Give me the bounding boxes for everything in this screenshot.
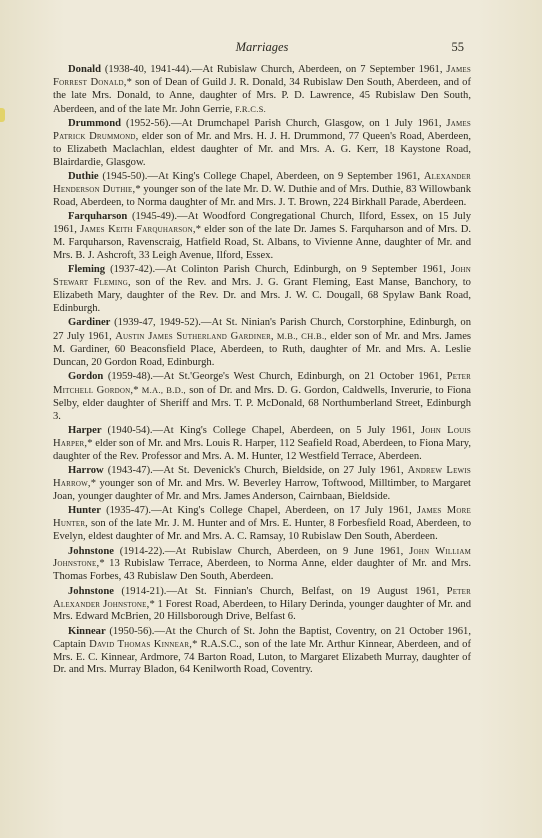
entry-surname: Duthie — [68, 171, 99, 183]
entry-groom-name: John William Johnstone, — [53, 545, 471, 570]
entry-text: son of the Rev. and Mrs. J. G. Grant Fleming, East Manse, Banchory, to Elizabeth Mary, daughter of the Rev. Dr. and Mrs. J. W. C. Dougall, 68 Spylaw Bank Road, Edinburgh. — [53, 277, 471, 314]
entry-groom-name: Alexander Henderson Duthie, — [53, 171, 471, 195]
entry-text: (1952-56).—At Drumchapel Parish Church, Glasgow, on 1 July 1961, — [120, 118, 447, 130]
entry-groom-name: Peter Mitchell Gordon,* — [53, 371, 471, 397]
entry-text: (1940-54).—At King's College Chapel, Aberdeen, on 5 July 1961, — [101, 425, 421, 437]
marriage-entry — [53, 171, 471, 210]
entry-groom-name: John Stewart Fleming, — [53, 264, 471, 289]
entry-surname: Hunter — [68, 505, 101, 517]
entry-degree: M.A., B.D., — [138, 385, 186, 396]
entry-text: * 1 Forest Road, Aberdeen, to Hilary Derinda, younger daughter of Mr. and Mrs. Edward McBrien, 20 Hillsborough Drive, Belfast 6. — [53, 598, 471, 623]
marriage-entry — [53, 211, 471, 263]
marriage-entry — [53, 465, 471, 504]
entry-groom-name: Peter Alexander Johnstone, — [53, 585, 471, 610]
entry-text: * R.A.S.C., son of the late Mr. Arthur Kinnear, Aberdeen, and of Mrs. E. C. Kinnear, Ardmore, 74 Barton Road, Luton, to Margaret Elizabeth Murray, daughter of Dr. and Mrs. Murray Bladon, 64 Kenilworth Road, Coventry. — [53, 638, 471, 676]
entry-groom-name: James Forrest Donald, — [53, 64, 471, 88]
entry-groom-name: James Keith Farquharson, — [80, 224, 196, 236]
page-number: 55 — [451, 40, 464, 54]
marriage-entries — [53, 64, 471, 679]
entry-surname: Kinnear — [68, 625, 106, 637]
marriage-entry — [53, 626, 471, 678]
entry-text: (1935-47).—At King's College Chapel, Aberdeen, on 17 July 1961, — [100, 505, 417, 517]
entry-text: (1943-47).—At St. Devenick's Church, Bieldside, on 27 July 1961, — [103, 465, 408, 477]
entry-text: (1937-42).—At Colinton Parish Church, Edinburgh, on 9 September 1961, — [105, 264, 451, 276]
entry-text: (1945-50).—At King's College Chapel, Aberdeen, on 9 September 1961, — [98, 171, 424, 183]
marriage-entry — [53, 64, 471, 117]
marriage-entry — [53, 371, 471, 424]
marriage-entry — [53, 264, 471, 316]
entry-surname: Harrow — [68, 465, 104, 477]
entry-text: son of Dr. and Mrs. D. G. Gordon, Caldwells, Inverurie, to Fiona Selby, elder daughter of Sheriff and Mrs. T. P. McDonald, 68 Northumberland Street, Edinburgh 3. — [53, 385, 471, 422]
entry-surname: Gardiner — [68, 317, 111, 329]
marriage-entry — [53, 118, 471, 170]
entry-surname: Farquharson — [68, 211, 128, 223]
entry-groom-name: James Patrick Drummond, — [53, 118, 471, 142]
entry-text: (1939-47, 1949-52).—At St. Ninian's Parish Church, Corstorphine, Edinburgh, on 27 July 1961, — [53, 317, 471, 343]
entry-surname: Donald — [68, 64, 101, 75]
entry-degree: F.R.C.S. — [235, 103, 267, 114]
running-head: Marriages — [235, 40, 289, 54]
entry-text: * elder son of Mr. and Mrs. Louis R. Harper, 112 Seafield Road, Aberdeen, to Fiona Mary, daughter of the Rev. Professor and Mrs. A. M. Hunter, 12 Westfield Terrace, Aberdeen. — [53, 438, 471, 463]
entry-surname: Johnstone — [68, 545, 114, 557]
entry-text: (1959-48).—At St.'George's West Church, Edinburgh, on 21 October 1961, — [103, 371, 447, 383]
entry-groom-name: John Louis Harper, — [53, 425, 471, 450]
marriage-entry — [53, 586, 471, 625]
entry-groom-name: Andrew Lewis Harrow, — [53, 465, 471, 490]
entry-text: son of the late Mr. J. M. Hunter and of Mrs. E. Hunter, 8 Forbesfield Road, Aberdeen, to Evelyn, eldest daughter of Mr. and Mrs. A. C. Ramsay, 10 Rubislaw Den South, Aberdeen. — [53, 518, 471, 543]
entry-degree: M.B., CH.B., — [273, 331, 327, 342]
entry-text: * elder son of the late Dr. James S. Farquharson and of Mrs. D. M. Farquharson, Ravenscraig, Hatfield Road, St. Albans, to Vivienne Anne, daughter of Mr. and Mrs. B. J. Ashcroft, 33 Leigh Avenue, Ilford, Essex. — [53, 224, 471, 261]
margin-highlight-mark — [0, 108, 5, 122]
entry-groom-name: James More Hunter, — [53, 505, 471, 530]
entry-text: elder son of Mr. and Mrs. H. J. H. Drummond, 77 Queen's Road, Aberdeen, to Elizabeth Maclachlan, eldest daughter of Mr. and Mrs. A. G. Kerr, 18 Kaystone Road, Blairdardie, Glasgow. — [53, 130, 472, 168]
entry-text: elder son of Mr. and Mrs. James M. Gardiner, 60 Beaconsfield Place, Aberdeen, to Ruth, daughter of Mr. and Mrs. A. Leslie Duncan, 20 Gordon Road, Edinburgh. — [53, 331, 472, 368]
entry-surname: Gordon — [68, 371, 104, 383]
entry-text: (1938-40, 1941-44).—At Rubislaw Church, Aberdeen, on 7 September 1961, — [100, 64, 447, 75]
entry-surname: Drummond — [68, 118, 121, 130]
entry-text: * son of Dean of Guild J. R. Donald, 34 Rubislaw Den South, Aberdeen, and of the late Mrs. Donald, to Anne, daughter of Mrs. P. D. Lawrence, 45 Rubislaw Den South, Aberdeen, and of the late Mr. John Gerrie, — [53, 76, 471, 115]
entry-text: (1914-21).—At St. Finnian's Church, Belfast, on 19 August 1961, — [113, 585, 447, 597]
entry-surname: Johnstone — [68, 585, 114, 597]
entry-groom-name: David Thomas Kinnear, — [89, 638, 193, 650]
marriage-entry — [53, 546, 471, 585]
entry-text: (1950-56).—At the Church of St. John the Baptist, Coventry, on 21 October 1961, Captain — [53, 625, 471, 650]
entry-surname: Fleming — [68, 264, 106, 276]
entry-text: * 13 Rubislaw Terrace, Aberdeen, to Norma Anne, elder daughter of Mr. and Mrs. Thomas Forbes, 43 Rubislaw Den South, Aberdeen. — [53, 558, 471, 583]
entry-text: (1914-22).—At Rubislaw Church, Aberdeen, on 9 June 1961, — [113, 545, 410, 557]
page-header — [60, 40, 464, 58]
entry-text: * younger son of Mr. and Mrs. W. Beverley Harrow, Toftwood, Milltimber, to Margaret Joan, younger daughter of Mr. and Mrs. James Anderson, Cairnbaan, Bieldside. — [53, 478, 471, 503]
entry-groom-name: Austin James Sutherland Gardiner, — [115, 331, 274, 343]
entry-text: * younger son of the late Mr. D. W. Duthie and of Mrs. Duthie, 83 Willowbank Road, Aberdeen, to Norma daughter of Mr. and Mrs. J. T. Brown, 224 Birkhall Parade, Aberdeen. — [53, 183, 471, 208]
marriage-entry — [53, 505, 471, 544]
entry-text: (1945-49).—At Woodford Congregational Church, Ilford, Essex, on 15 July 1961, — [53, 211, 471, 236]
marriage-entry — [53, 317, 471, 370]
entry-surname: Harper — [68, 425, 102, 437]
marriage-entry — [53, 425, 471, 464]
